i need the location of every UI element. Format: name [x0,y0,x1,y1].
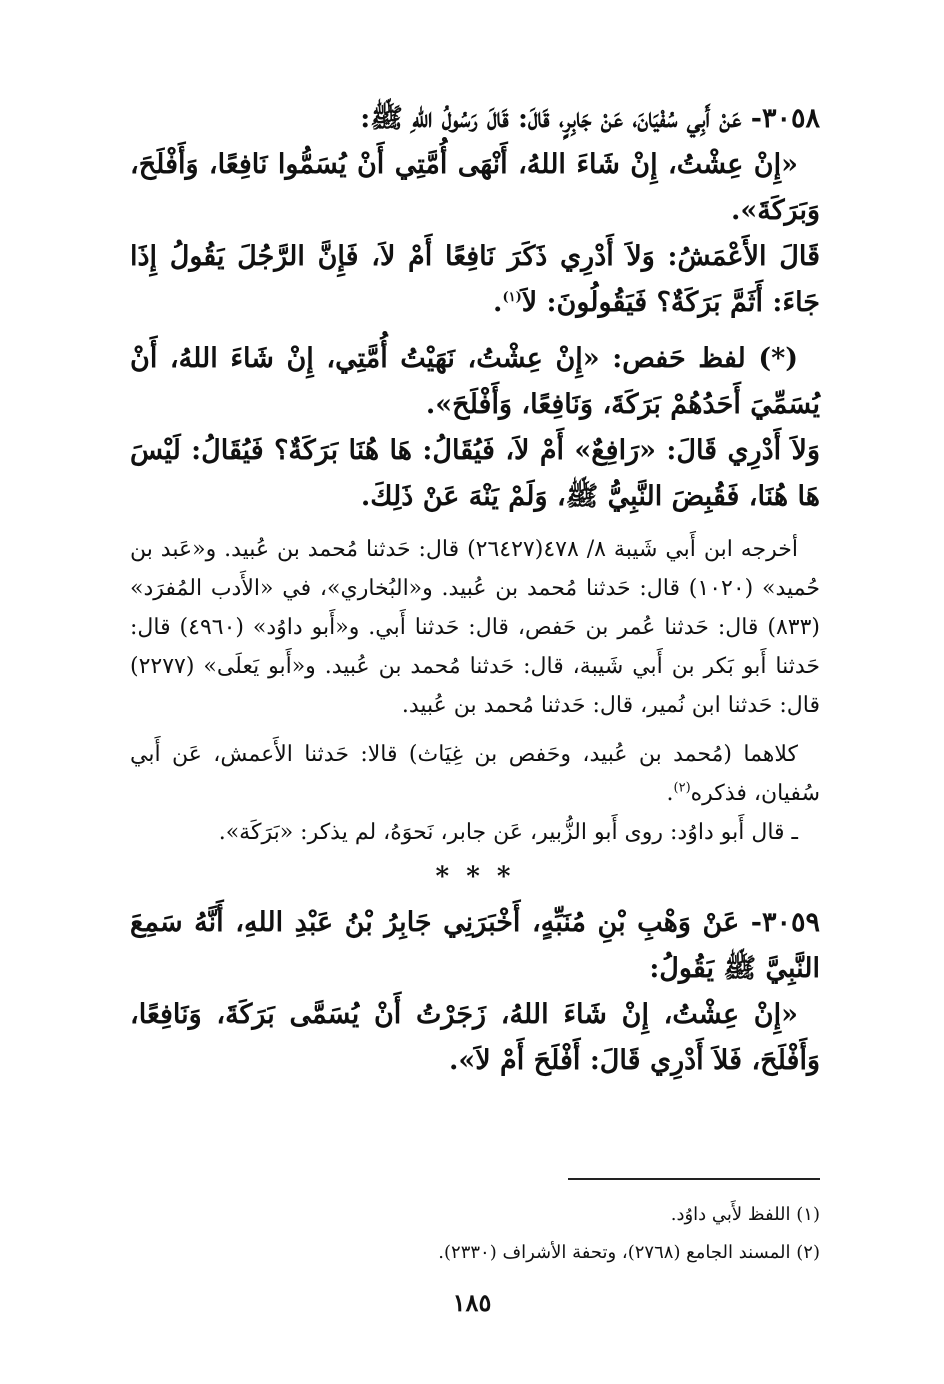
spacer [130,520,820,530]
hadith-3058-isnad [130,96,820,142]
footnotes [130,1196,820,1272]
footnote-1: (١) اللفظ لأَبي داوُد. [670,1204,820,1225]
hadith-3058-comment [130,234,820,326]
section-separator: * * * [435,862,515,892]
footnote-divider [568,1178,820,1180]
isnad-text: عَنْ أَبِي سُفْيَانَ، عَنْ جَابِرٍ، قَالَ: قَالَ رَسُولُ اللهِ ﷺ: [360,103,742,134]
kilahuma-text: كلاهما (مُحمد بن عُبيد، وحَفص بن غِيَاث) قالا: حَدثنا الأَعمش، عَن أَبي سُفيان، فذكره [130,742,820,806]
isnad-text: عَنْ وَهْبِ بْنِ مُنَبِّهٍ، أَخْبَرَنِي جَابِرُ بْنُ عَبْدِ اللهِ، أَنَّهُ سَمِعَ النَّبِيَّ ﷺ يَقُولُ: [130,907,820,984]
hadith-3058-matn: «إِنْ عِشْتُ، إِنْ شَاءَ اللهُ، أَنْهَى أُمَّتِي أَنْ يُسَمُّوا نَافِعًا، وَأَفْلَحَ، وَبَرَكَةَ». [130,149,820,226]
spacer [130,326,820,336]
footnote-ref-2[interactable]: (٢) [673,780,691,796]
spacer [130,725,820,735]
comment-text: قَالَ الأَعْمَشُ: وَلاَ أَدْرِي ذَكَرَ نَافِعًا أَمْ لاَ، فَإِنَّ الرَّجُلَ يَقُولُ إِذَا جَاءَ: أَثَمَّ بَرَكَةٌ؟ فَيَقُولُونَ: لاَ [130,241,820,318]
hadith-number: ٣٠٥٨- [750,103,820,134]
abu-dawud-note: ـ قال أَبو داوُد: روى أَبو الزُّبير، عَن جابر، نَحوَهُ، لم يذكر: «بَرَكَة». [218,820,798,845]
hafs-lafz: (*) لفظ حَفص: «إِنْ عِشْتُ، نَهَيْتُ أُمَّتِي، إِنْ شَاءَ اللهُ، أَنْ يُسَمِّيَ أَحَدُهُمْ بَرَكَةَ، وَنَافِعًا، وَأَفْلَحَ». [130,343,820,420]
hafs-continued: وَلاَ أَدْرِي قَالَ: «رَافِعٌ» أَمْ لاَ، فَيُقَالُ: هَا هُنَا بَرَكَةٌ؟ فَيُقَالُ: لَيْسَ هَا هُنَا، فَقُبِضَ النَّبِيُّ ﷺ، وَلَمْ يَنْهَ عَنْ ذَلِكَ. [130,435,820,512]
page-body [130,96,820,1084]
kilahuma-paragraph [130,735,820,813]
page-number: ١٨٥ [452,1288,492,1317]
hadith-3059-matn: «إِنْ عِشْتُ، إِنْ شَاءَ اللهُ، زَجَرْتُ أَنْ يُسَمَّى بَرَكَةَ، وَنَافِعًا، وَأَفْلَحَ، فَلاَ أَدْرِي قَالَ: أَفْلَحَ أَمْ لاَ». [130,999,820,1076]
hadith-3059-isnad [130,900,820,992]
kilahuma-end: . [666,781,674,806]
footnote-2: (٢) المسند الجامع (٢٧٦٨)، وتحفة الأشراف (٢٣٣٠). [438,1242,820,1263]
footnote-ref-1[interactable]: (١) [502,290,522,305]
hadith-number: ٣٠٥٩- [750,907,820,938]
comment-end: . [493,287,503,318]
takhrij-paragraph: أخرجه ابن أَبي شَيبة ٨/ ٤٧٨(٢٦٤٢٧) قال: حَدثنا مُحمد بن عُبيد. و«عَبد بن حُميد» (١٠٢٠) قال: حَدثنا مُحمد بن عُبيد. و«البُخاري»، في «الأَدب المُفرَد» (٨٣٣) قال: حَدثنا عُمر بن حَفص، قال: حَدثنا أَبي. و«أَبو داوُد» (٤٩٦٠) قال: حَدثنا أَبو بَكر بن أَبي شَيبة، قال: حَدثنا مُحمد بن عُبيد. و«أَبو يَعلَى» (٢٢٧٧) قال: حَدثنا ابن نُمير، قال: حَدثنا مُحمد بن عُبيد. [130,537,820,718]
